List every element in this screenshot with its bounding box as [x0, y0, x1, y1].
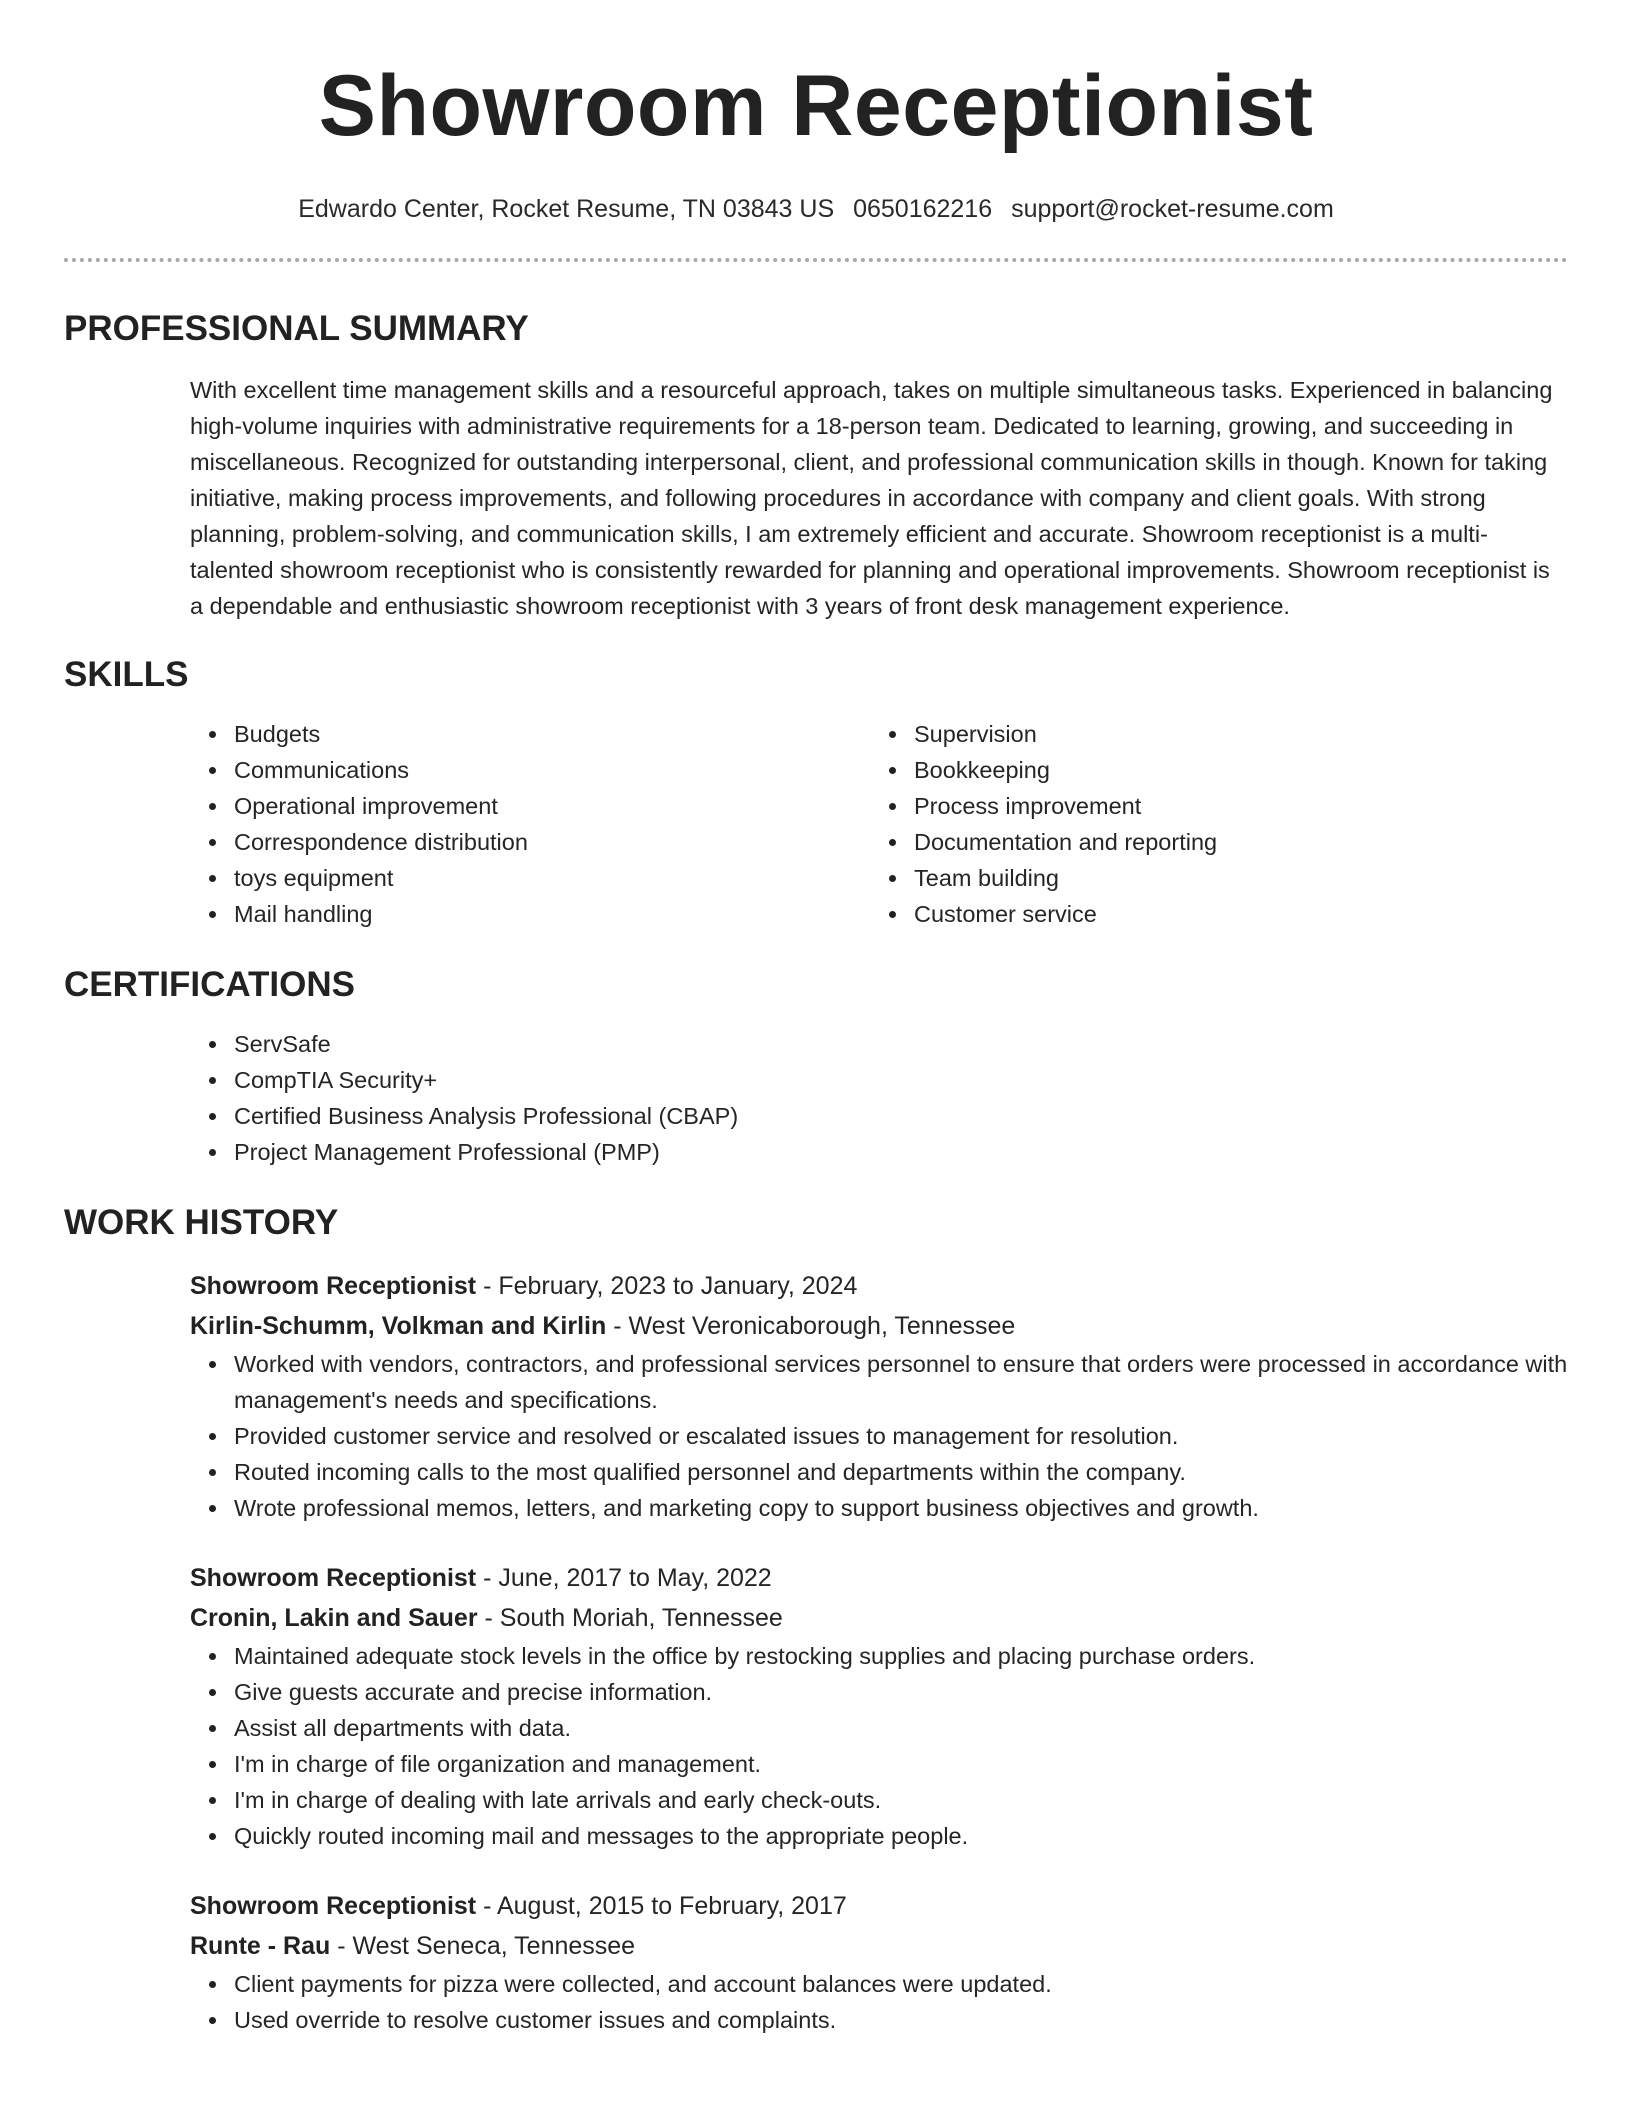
job-duty: Worked with vendors, contractors, and professional services personnel to ensure that orders were processed in accordance with management's needs and specifications.: [234, 1346, 1568, 1418]
job-duty: Give guests accurate and precise information.: [234, 1674, 1568, 1710]
certification-item: CompTIA Security+: [234, 1062, 1568, 1098]
job-entry: [190, 1266, 1568, 1526]
skill-item: Documentation and reporting: [914, 824, 1550, 860]
job-dates: - February, 2023 to January, 2024: [476, 1272, 858, 1300]
job-entry: [190, 1558, 1568, 1854]
job-duty: Provided customer service and resolved or escalated issues to management for resolution.: [234, 1418, 1568, 1454]
job-company-line: [190, 1598, 1568, 1638]
job-duty: I'm in charge of file organization and management.: [234, 1746, 1568, 1782]
certification-item: ServSafe: [234, 1026, 1568, 1062]
job-duty: Used override to resolve customer issues and complaints.: [234, 2002, 1568, 2038]
skill-item: Correspondence distribution: [234, 824, 870, 860]
skill-item: Bookkeeping: [914, 752, 1550, 788]
job-duties: [190, 1638, 1568, 1854]
certifications-list: [190, 1026, 1568, 1170]
job-location: - West Seneca, Tennessee: [330, 1932, 636, 1960]
skill-item: Supervision: [914, 716, 1550, 752]
job-location: - South Moriah, Tennessee: [477, 1604, 783, 1632]
header-divider: [64, 258, 1568, 262]
job-company: Runte - Rau: [190, 1932, 331, 1960]
job-dates: - June, 2017 to May, 2022: [476, 1564, 772, 1592]
job-title-line: [190, 1886, 1568, 1926]
job-position: Showroom Receptionist: [190, 1272, 477, 1300]
candidate-name: Showroom Receptionist: [318, 58, 1314, 154]
contact-email: support@rocket-resume.com: [1011, 195, 1334, 223]
work-history-heading: WORK HISTORY: [64, 1203, 339, 1242]
skill-item: Team building: [914, 860, 1550, 896]
job-entry: [190, 1886, 1568, 2038]
skills-heading: SKILLS: [64, 655, 189, 694]
job-duties: [190, 1966, 1568, 2038]
summary-heading: PROFESSIONAL SUMMARY: [64, 309, 529, 348]
job-location: - West Veronicaborough, Tennessee: [606, 1312, 1016, 1340]
job-company-line: [190, 1306, 1568, 1346]
job-title-line: [190, 1266, 1568, 1306]
job-duty: I'm in charge of dealing with late arrivals and early check-outs.: [234, 1782, 1568, 1818]
job-duty: Quickly routed incoming mail and messages to the appropriate people.: [234, 1818, 1568, 1854]
skills-list: [190, 716, 1568, 932]
job-company: Cronin, Lakin and Sauer: [190, 1604, 478, 1632]
skills-column-left: [190, 716, 870, 932]
certifications-heading: CERTIFICATIONS: [64, 965, 356, 1004]
skill-item: Budgets: [234, 716, 870, 752]
skill-item: Process improvement: [914, 788, 1550, 824]
job-position: Showroom Receptionist: [190, 1564, 477, 1592]
job-duty: Maintained adequate stock levels in the office by restocking supplies and placing purchase orders.: [234, 1638, 1568, 1674]
skill-item: Mail handling: [234, 896, 870, 932]
certification-item: Certified Business Analysis Professional (CBAP): [234, 1098, 1568, 1134]
skill-item: Customer service: [914, 896, 1550, 932]
job-duty: Client payments for pizza were collected, and account balances were updated.: [234, 1966, 1568, 2002]
job-duty: Wrote professional memos, letters, and marketing copy to support business objectives and growth.: [234, 1490, 1568, 1526]
contact-phone: 0650162216: [853, 195, 993, 223]
skill-item: Communications: [234, 752, 870, 788]
job-duty: Routed incoming calls to the most qualified personnel and departments within the company.: [234, 1454, 1568, 1490]
job-dates: - August, 2015 to February, 2017: [476, 1892, 847, 1920]
contact-info: [64, 194, 1568, 224]
skill-item: toys equipment: [234, 860, 870, 896]
skill-item: Operational improvement: [234, 788, 870, 824]
job-title-line: [190, 1558, 1568, 1598]
contact-address: Edwardo Center, Rocket Resume, TN 03843 US: [298, 195, 835, 223]
skills-column-right: [870, 716, 1550, 932]
certification-item: Project Management Professional (PMP): [234, 1134, 1568, 1170]
job-position: Showroom Receptionist: [190, 1892, 477, 1920]
job-duties: [190, 1346, 1568, 1526]
job-duty: Assist all departments with data.: [234, 1710, 1568, 1746]
summary-text: With excellent time management skills and a resourceful approach, takes on multiple simultaneous tasks. Experienced in balancing high-volume inquiries with administrative requirements for a 18-person team. Dedicated to learning, growing, and succeeding in miscellaneous. Recognized for outstanding interpersonal, client, and professional communication skills in though. Known for taking initiative, making process improvements, and following procedures in accordance with company and client goals. With strong planning, problem-solving, and communication skills, I am extremely efficient and accurate. Showroom receptionist is a multi-talented showroom receptionist who is consistently rewarded for planning and operational improvements. Showroom receptionist is a dependable and enthusiastic showroom receptionist with 3 years of front desk management experience.: [190, 377, 1553, 619]
job-company-line: [190, 1926, 1568, 1966]
job-company: Kirlin-Schumm, Volkman and Kirlin: [190, 1312, 607, 1340]
